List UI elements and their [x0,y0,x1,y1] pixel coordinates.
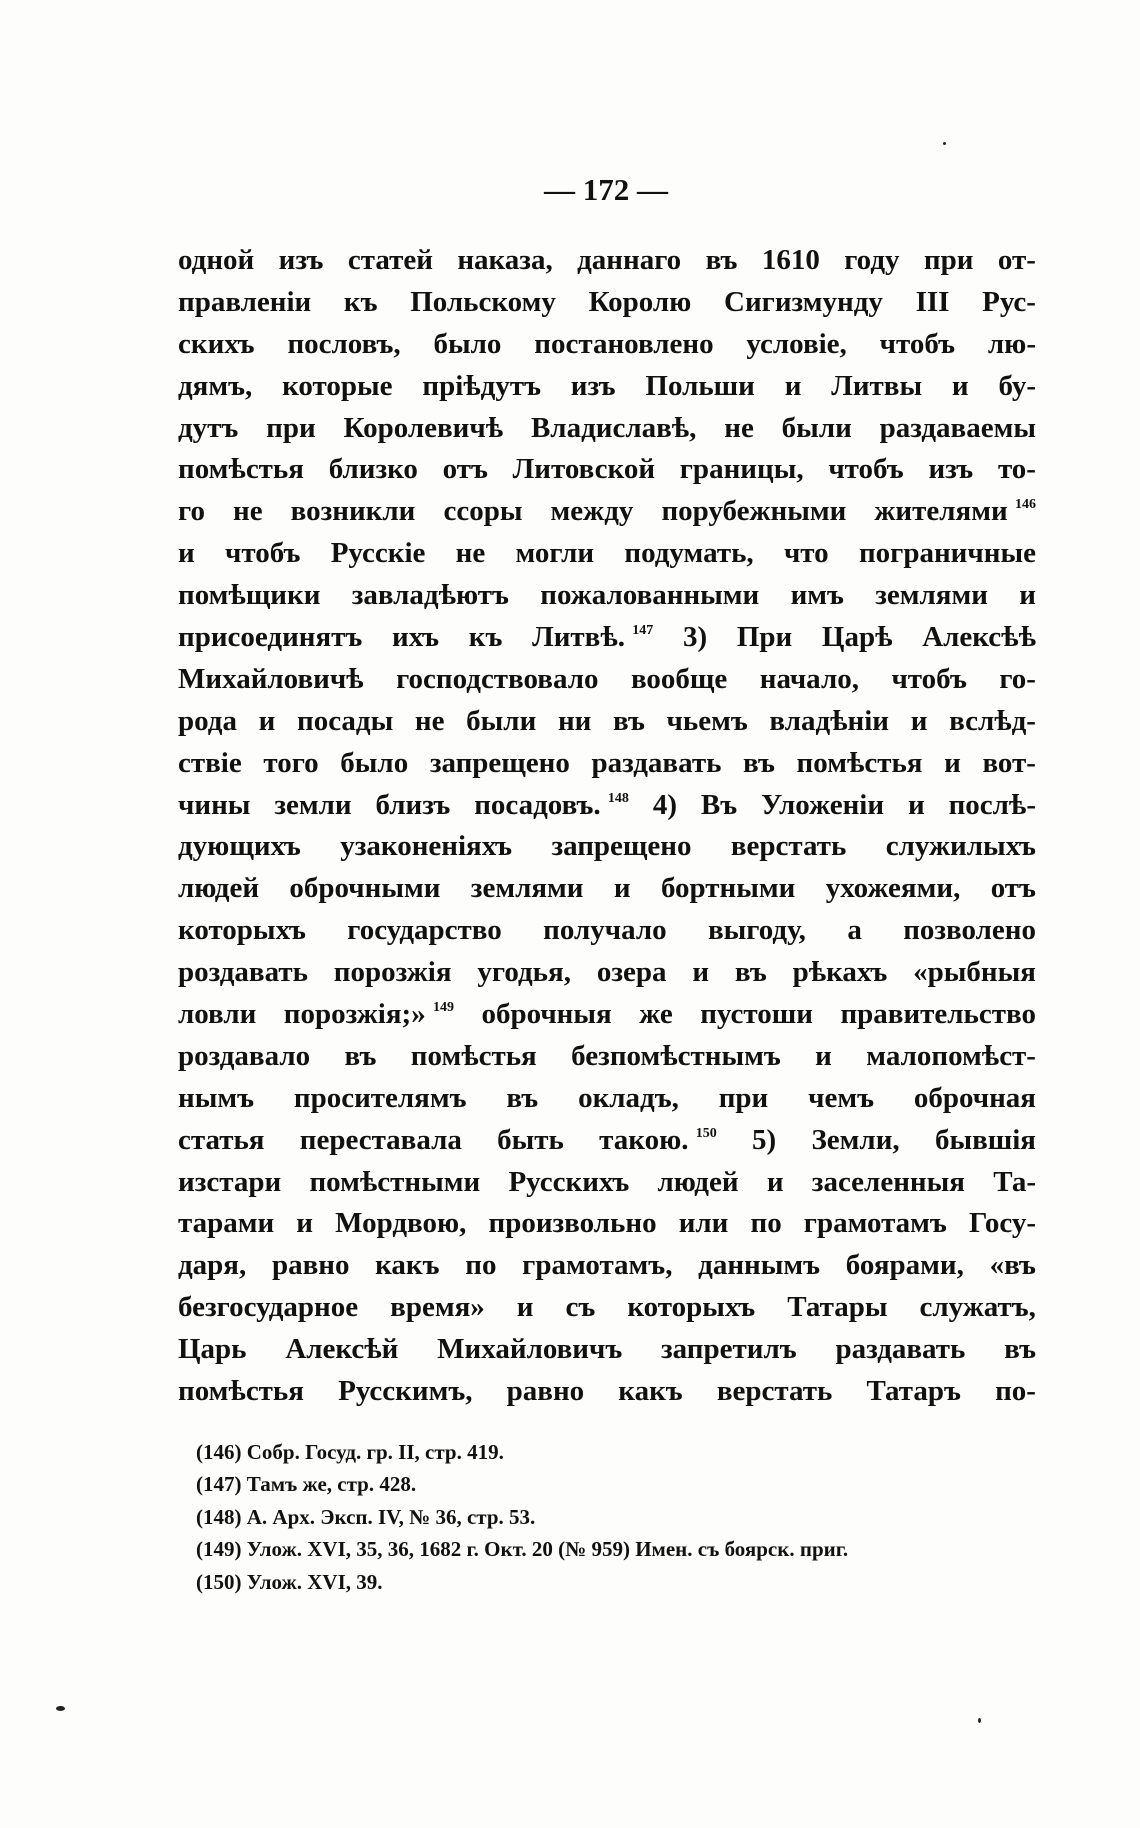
word: получало [543,914,667,947]
word: ихъ [392,621,440,654]
text-line [178,914,1036,956]
word: 1610 [761,244,820,276]
word: вот- [982,746,1036,779]
text-line [178,956,1036,998]
word: имъ [790,579,844,612]
word: узаконеніяхъ [340,830,513,863]
word: условіе, [746,327,847,360]
word: или [678,1207,729,1240]
word: Царь [178,1333,247,1366]
text-line [178,1291,1036,1333]
word: которыхъ [178,914,306,947]
word: порубежными [661,495,847,528]
word: того [263,746,319,779]
footnote: (149) Улож. XVI, 35, 36, 1682 г. Окт. 20 (№ 959) Имен. съ боярск. приг. [196,1537,849,1562]
word: въ [734,956,767,989]
word: по [465,1249,497,1282]
word: какъ [375,1249,440,1282]
text-line [178,830,1036,872]
text-line [178,621,1036,663]
word: ствіе [178,746,242,779]
word: въ [743,746,775,779]
word: близко [328,453,418,486]
word: и [815,1039,832,1072]
word: тарами [178,1207,275,1240]
word: границы, [679,453,804,486]
word: запрещено [429,746,570,779]
word: заселенныя [811,1165,965,1198]
text-line [178,1040,1036,1082]
word: равно [506,1375,585,1408]
word: начало, [759,662,859,695]
word: людей [178,872,260,905]
word: просителямъ [293,1081,467,1114]
text-line [178,872,1036,914]
word: Михайловичѣ [178,662,364,695]
word: пустоши [700,998,813,1031]
word: Королевичѣ [343,411,504,444]
word: владѣніи [769,704,890,737]
word: людей [657,1165,739,1198]
word: при [923,244,974,276]
word: завладѣютъ [351,579,509,612]
word: статей [347,244,433,276]
text-line [178,537,1036,579]
word: грамотамъ, [522,1249,673,1282]
word: раздавать [591,746,722,779]
word: при [266,411,316,444]
word: Земли, [811,1123,900,1156]
text-line [178,244,1036,286]
word: и [613,872,631,905]
word: Татары [787,1291,888,1324]
word: окладъ, [578,1081,679,1114]
word: Литовской [512,453,656,486]
word: посадовъ. $^{148}$ [474,788,629,821]
word: чины [178,788,251,821]
word: Госу- [968,1207,1036,1240]
word: даря, [178,1249,247,1282]
word: правленіи [178,285,312,318]
word: изъ [928,453,974,486]
footnote-ref: 146 [1014,497,1036,513]
text-line [178,1207,1036,1249]
word: пожалованными [540,579,760,612]
word: выгоду, [708,914,806,947]
word: изстари [178,1165,282,1198]
word: къ [343,285,378,318]
word: и [910,704,928,737]
word: боярами, [845,1249,964,1282]
footnote-ref: 150 [695,1125,717,1141]
word: Русскимъ, [338,1375,473,1408]
word: и [944,746,961,779]
word: помѣстными [309,1165,481,1198]
word: правительство [840,998,1036,1031]
word: господствовало [396,662,599,695]
text-line [178,1249,1036,1291]
word: Литвы [831,369,923,402]
word: произвольно [488,1207,657,1240]
word: оброчная [913,1081,1036,1114]
word: отъ [990,872,1036,905]
word: статья [178,1123,265,1156]
word: 5) [752,1123,777,1156]
text-line [178,1082,1036,1124]
text-line [178,705,1036,747]
word: и [178,537,195,570]
word: озера [596,956,667,989]
footnotes [172,1436,1034,1598]
word: Королю [588,285,692,318]
scan-speck [978,1718,981,1723]
word: дямъ, [178,369,253,402]
text-line [178,328,1036,370]
word: Сигизмунду [724,285,883,318]
word: возникли [290,495,416,528]
text-line [178,747,1036,789]
word: бортными [660,872,796,905]
word: грамотамъ [803,1207,947,1240]
word: роздавать [178,956,308,989]
word: по [750,1207,782,1240]
word: дутъ [178,411,239,444]
word: скихъ [178,327,255,360]
word: въ [1004,1333,1036,1366]
footnote-ref: 149 [432,1000,454,1016]
word: постановлено [534,327,714,360]
body-text [178,244,1036,1417]
text-line [178,789,1036,831]
word: посады [297,704,394,737]
word: даннымъ [698,1249,821,1282]
word: помѣстья [178,453,304,486]
word: Алексѣѣ [922,621,1036,654]
footnote: (146) Собр. Госуд. гр. II, стр. 419. [196,1440,504,1464]
word: Въ [700,788,738,821]
word: году [844,244,900,276]
word: ловли [178,998,257,1031]
word: а [847,914,862,947]
word: помѣстья [178,1375,304,1408]
word: малопомѣст- [866,1039,1036,1072]
word: землями [470,872,584,905]
word: бывшія [934,1123,1036,1156]
word: нымъ [178,1081,255,1114]
text-line [178,370,1036,412]
word: запретилъ [661,1333,797,1366]
word: бу- [998,369,1036,402]
word: Рус- [982,285,1036,318]
word: какъ [618,1375,683,1408]
word: ни [557,704,592,737]
word: 3) [682,621,708,654]
text-line [178,286,1036,328]
word: и [907,788,925,821]
text-line [178,453,1036,495]
word: безпомѣстнымъ [571,1039,781,1072]
word: чтобъ [225,537,301,570]
word: дующихъ [178,830,301,863]
word: го [178,495,205,528]
word: въ [344,1039,377,1072]
word: Владиславѣ, [530,411,697,444]
word: землями [875,579,988,612]
word: чемъ [808,1081,874,1114]
word: и [1019,579,1036,612]
word: послѣ- [948,788,1036,821]
word: было [340,746,409,779]
text-line [178,1333,1036,1375]
word: Русскіе [330,537,426,570]
word: не [414,704,445,737]
text-line [178,1375,1036,1417]
word: которые [282,369,393,402]
word: «рыбныя [913,956,1036,989]
word: позволено [903,914,1036,947]
footnote-ref: 147 [632,623,654,639]
word: помѣстья [796,746,923,779]
word: III [915,285,950,318]
word: и [516,1291,534,1324]
word: порозжія [333,956,452,989]
word: и [692,956,710,989]
word: жителями $^{146}$ [874,495,1036,528]
word: быть [497,1123,564,1156]
word: пріѣдутъ [422,369,541,402]
page-number: — 172 — [544,172,668,207]
word: Литвѣ. $^{147}$ [532,621,654,654]
word: наказа, [457,244,553,276]
word: не [724,411,754,444]
word: же [639,998,673,1031]
word: въ [506,1081,539,1114]
word: чьемъ [666,704,748,737]
word: въ [705,244,738,276]
text-line [178,998,1036,1040]
word: не [233,495,263,528]
word: рѣкахъ [792,956,888,989]
word: изъ [278,244,324,276]
word: между [550,495,634,528]
word: и [766,1165,784,1198]
word: 4) [652,788,677,821]
word: время» [390,1291,485,1324]
word: одной [178,244,255,276]
word: и [951,369,969,402]
word: Польскому [410,285,556,318]
word: были [466,704,537,737]
word: даннаго [577,244,682,276]
footnote-ref: 148 [607,790,629,806]
scan-speck [943,142,946,145]
word: угодья, [477,956,571,989]
word: помѣстья [410,1039,537,1072]
word: Михайловичъ [437,1333,623,1366]
text-line [178,412,1036,454]
footnote: (150) Улож. XVI, 39. [196,1569,383,1594]
footnote: (148) А. Арх. Эксп. IV, № 36, стр. 53. [196,1504,536,1529]
word: и [784,369,802,402]
word: были [781,411,852,444]
word: къ [468,621,503,654]
word: такою. $^{150}$ [599,1123,717,1156]
word: «въ [989,1249,1036,1282]
word: подумать, [624,537,754,570]
word: при [718,1081,769,1114]
word: чтобъ [891,662,967,695]
word: государство [347,914,502,947]
word: служатъ, [919,1291,1036,1324]
word: верстать [730,830,847,863]
word: въ [613,704,645,737]
word: которыхъ [627,1291,756,1324]
word: пословъ, [287,327,401,360]
word: и [296,1207,314,1240]
word: верстать [716,1375,833,1408]
word: пограничные [858,537,1036,570]
word: съ [565,1291,596,1324]
word: по- [995,1375,1036,1408]
word: равно [271,1249,350,1282]
word: близъ [375,788,451,821]
word: помѣщики [178,579,321,612]
word: роздавало [178,1039,311,1072]
word: рода [178,704,237,737]
word: Уложеніи [761,788,885,821]
word: могли [515,537,595,570]
word: отъ [442,453,488,486]
word: ухожеями, [825,872,961,905]
word: вслѣд- [949,704,1036,737]
word: раздаваемы [879,411,1036,444]
word: что [783,537,829,570]
word: ссоры [443,495,523,528]
word: не [455,537,486,570]
word: Мордвою, [335,1207,467,1240]
word: Русскихъ [508,1165,630,1198]
word: присоединятъ [178,621,363,654]
word: то- [997,453,1036,486]
word: Та- [993,1165,1036,1198]
word: оброчныя [481,998,612,1031]
word: изъ [570,369,616,402]
text-line [178,495,1036,537]
word: Алексѣй [285,1333,399,1366]
word: безгосударное [178,1291,359,1324]
word: При [736,621,793,654]
word: порозжія;» $^{149}$ [283,998,454,1031]
word: переставала [299,1123,462,1156]
word: чтобъ [879,327,956,360]
word: было [433,327,502,360]
word: и [258,704,276,737]
text-line [178,663,1036,705]
word: запрещено [551,830,692,863]
word: служилыхъ [885,830,1036,863]
footnote: (147) Тамъ же, стр. 428. [196,1472,417,1497]
word: лю- [987,327,1036,360]
word: вообще [630,662,728,695]
word: го- [999,662,1036,695]
word: Царѣ [821,621,893,654]
text-line [178,1166,1036,1208]
word: раздавать [835,1333,966,1366]
word: Польши [645,369,755,402]
word: земли [274,788,352,821]
text-line [178,1124,1036,1166]
word: оброчными [289,872,441,905]
word: от- [997,244,1036,276]
word: Татаръ [866,1375,961,1408]
text-line [178,579,1036,621]
scan-speck [56,1706,65,1711]
word: чтобъ [828,453,904,486]
